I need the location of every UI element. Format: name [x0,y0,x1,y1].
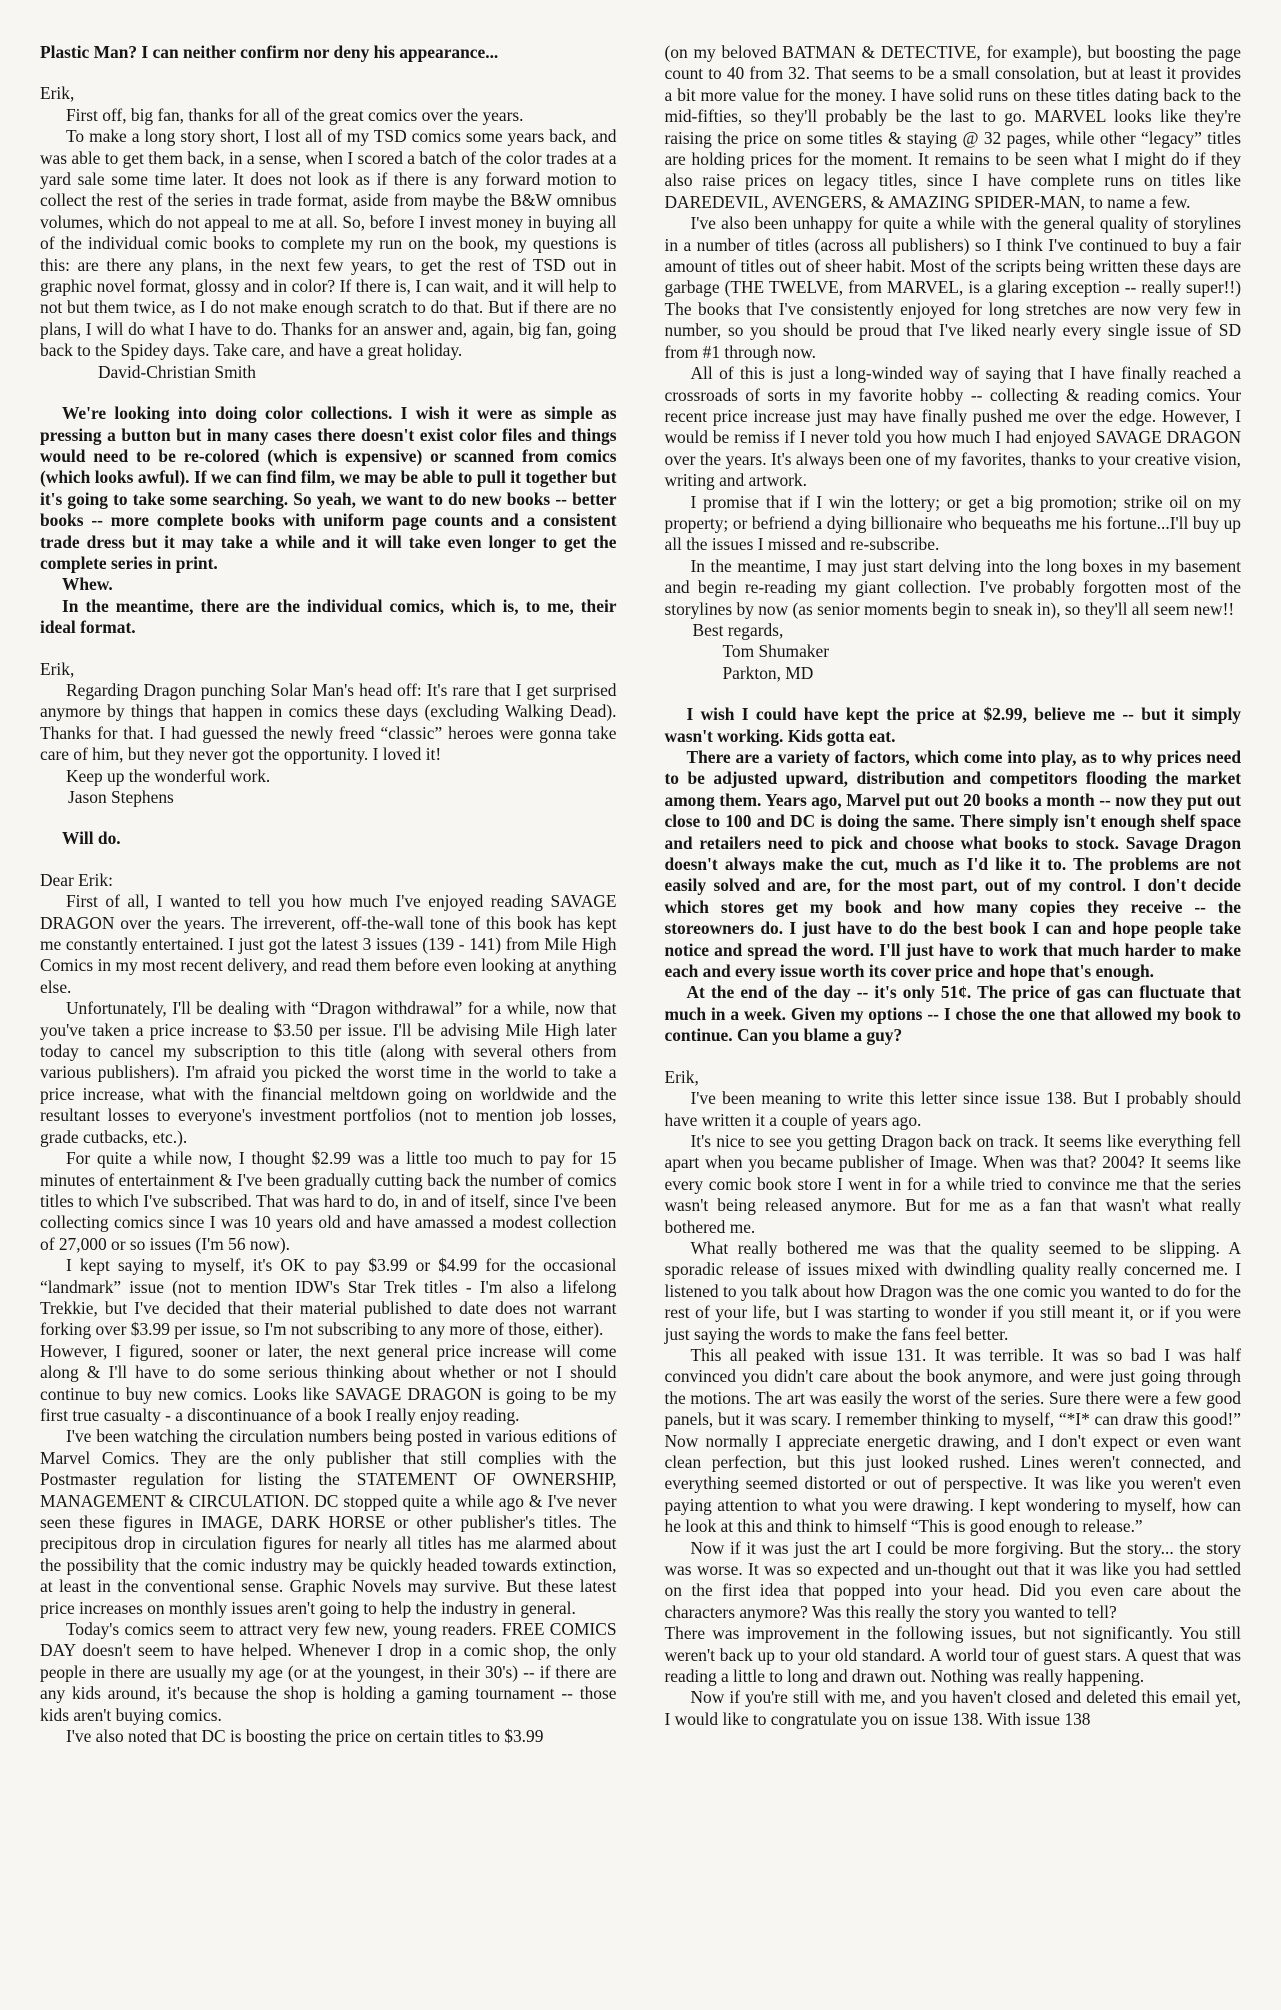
letter-paragraph: First of all, I wanted to tell you how much I've enjoyed reading SAVAGE DRAGON over the years. The irreverent, off-the-wall tone of this book has kept me constantly entertained. I just got the latest 3 issues (139 - 141) from Mile High Comics in my most recent delivery, and read them before even looking at anything else. [40,891,617,997]
letter-paragraph: Parkton, MD [722,662,814,683]
editor-response-paragraph: At the end of the day -- it's only 51¢. The price of gas can fluctuate that much in a week. Given my options -- I chose the one that allowed my book to continue. Can you blame a guy? [664,982,1241,1046]
editor-response-paragraph: I wish I could have kept the price at $2.99, believe me -- but it simply wasn't working. Kids gotta eat. [664,704,1241,746]
letter-paragraph: I promise that if I win the lottery; or get a big promotion; strike oil on my property; or befriend a dying billionaire who bequeaths me his fortune...I'll buy up all the issues I missed and re-subscribe. [664,491,1241,555]
editor-response-paragraph: Plastic Man? I can neither confirm nor deny his appearance... [40,42,499,62]
letter-paragraph: I kept saying to myself, it's OK to pay $3.99 or $4.99 for the occasional “landmark” issue (not to mention IDW's Star Trek titles - I'm also a lifelong Trekkie, but I've decided that their material published to date does not warrant forking over $3.99 per issue, so I'm not subscribing to any more of those, either). [40,1255,617,1340]
editor-response-paragraph: There are a variety of factors, which come into play, as to why prices need to be adjusted upward, distribution and competitors flooding the market among them. Years ago, Marvel put out 20 books a month -- now they put out close to 100 and DC is doing the same. There simply isn't enough shelf space and retailers need to pick and choose what books to stock. Savage Dragon doesn't always make the cut, much as I'd like it to. The problems are not easily solved and are, for the most part, out of my control. I don't decide which stores get my book and how many copies they receive -- the storeowners do. I just have to do the best book I can and hope people take notice and spread the word. I'll just have to work that much harder to make each and every issue worth its cover price and hope that's enough. [664,747,1241,982]
editor-response-paragraph: Whew. [62,574,113,595]
letter-paragraph: It's nice to see you getting Dragon back on track. It seems like everything fell apart when you became publisher of Image. When was that? 2004? It seems like every comic book store I went in for a while tried to convince me that the series wasn't being released anymore. But for me as a fan that wasn't what really bothered me. [664,1130,1241,1237]
letter-paragraph: This all peaked with issue 131. It was terrible. It was so bad I was half convinced you didn't care about the book anymore, and were just going through the motions. The art was easily the worst of the series. Sure there were a few good panels, but it was scary. I remember thinking to myself, “*I* can draw this good!” Now normally I appreciate energetic drawing, and I don't expect or even want clean perfection, but this just looked rushed. Lines weren't connected, and everything seemed distorted or out of perspective. It was like you weren't even paying attention to what you were drawing. I kept wondering to myself, how can he look at this and think to himself “This is good enough to release.” [664,1344,1241,1537]
letter-paragraph: For quite a while now, I thought $2.99 was a little too much to pay for 15 minutes of entertainment & I've been gradually cutting back the number of comics titles to which I've subscribed. That was hard to do, in and of itself, since I've been collecting comics since I was 10 years old and have amassed a modest collection of 27,000 or so issues (I'm 56 now). [40,1148,617,1254]
letter-paragraph: What really bothered me was that the quality seemed to be slipping. A sporadic release of issues mixed with dwindling quality really concerned me. I listened to you talk about how Dragon was the one comic you wanted to do for the rest of your life, but I was starting to wonder if you still meant it, or if you were just saying the words to make the fans feel better. [664,1237,1241,1344]
letter-paragraph: Jason Stephens [68,787,174,807]
letter-paragraph: David-Christian Smith [98,361,256,382]
letter-paragraph: Dear Erik: [40,869,113,890]
letter-paragraph: All of this is just a long-winded way of saying that I have finally reached a crossroads of sorts in my favorite hobby -- collecting & reading comics. Your recent price increase just may have finally pushed me over the edge. However, I would be remiss if I never told you how much I had enjoyed SAVAGE DRAGON over the years. It's always been one of my favorites, thanks to your creative vision, writing and artwork. [664,363,1241,491]
letter-paragraph: Keep up the wonderful work. [66,765,271,786]
letter-paragraph: First off, big fan, thanks for all of the great comics over the years. [66,104,524,125]
letter-paragraph: Erik, [40,83,75,104]
editor-response-paragraph: In the meantime, there are the individual comics, which is, to me, their ideal format. [40,595,617,638]
right-column [665,42,1242,1990]
letter-paragraph: Erik, [40,658,75,679]
letter-paragraph: I've been meaning to write this letter since issue 138. But I probably should have written it a couple of years ago. [664,1088,1241,1130]
letter-paragraph: Unfortunately, I'll be dealing with “Dragon withdrawal” for a while, now that you've taken a price increase to $3.50 per issue. I'll be advising Mile High later today to cancel my subscription to this title (along with several others from various publishers). I'm afraid you picked the worst time in the world to take a price increase, what with the financial meltdown going on worldwide and the resultant losses to everyone's investment portfolios (not to mention job losses, grade cutbacks, etc.). [40,998,617,1147]
letter-paragraph: Now if it was just the art I could be more forgiving. But the story... the story was worse. It was so expected and un-thought out that it was like you had settled on the first idea that popped into your head. Did you even care about the characters anymore? Was this really the story you wanted to tell? [664,1537,1241,1622]
letter-paragraph: Best regards, [692,619,784,640]
letter-paragraph: Erik, [664,1066,699,1087]
letter-paragraph: In the meantime, I may just start delving into the long boxes in my basement and begin re-reading my giant collection. I've probably forgotten most of the storylines by now (as senior moments begin to sneak in), so they'll all seem new!! [664,555,1241,619]
letter-paragraph: Today's comics seem to attract very few new, young readers. FREE COMICS DAY doesn't seem to have helped. Whenever I drop in a comic shop, the only people in there are usually my age (or at the youngest, in their 30's) -- if there are any kids around, it's because the shop is holding a gaming tournament -- those kids aren't buying comics. [40,1619,617,1725]
letter-paragraph: To make a long story short, I lost all of my TSD comics some years back, and was able to get them back, in a sense, when I scored a batch of the color trades at a yard sale some time later. It does not look as if there is any forward motion to collect the rest of the series in trade format, aside from maybe the B&W omnibus volumes, which do not appeal to me at all. So, before I invest money in buying all of the individual comic books to complete my run on the book, my questions is this: are there any plans, in the next few years, to get the rest of TSD out in graphic novel format, glossy and in color? If there is, I can wait, and it will help to not but them twice, as I do not make enough scratch to do that. But if there are no plans, I will do what I have to do. Thanks for an answer and, again, big fan, going back to the Spidey days. Take care, and have a great holiday. [40,126,617,361]
left-column [40,42,617,1990]
letter-paragraph: I've also noted that DC is boosting the price on certain titles to $3.99 [66,1726,544,1747]
letter-paragraph: Regarding Dragon punching Solar Man's head off: It's rare that I get surprised anymore by things that happen in comics these days (excluding Walking Dead). Thanks for that. I had guessed the newly freed “classic” heroes were gonna take care of him, but they never got the opportunity. I loved it! [40,679,617,765]
letter-paragraph: I've been watching the circulation numbers being posted in various editions of Marvel Comics. They are the only publisher that still complies with the Postmaster regulation for listing the STATEMENT OF OWNERSHIP, MANAGEMENT & CIRCULATION. DC stopped quite a while ago & I've never seen these figures in IMAGE, DARK HORSE or other publisher's titles. The precipitous drop in circulation figures for nearly all titles has me alarmed about the possibility that the comic industry may be quickly headed towards extinction, at least in the conventional sense. Graphic Novels may survive. But these latest price increases on monthly issues aren't going to help the industry in general. [40,1426,617,1618]
letter-paragraph: I've also been unhappy for quite a while with the general quality of storylines in a number of titles (across all publishers) so I think I've continued to buy a fair amount of titles out of sheer habit. Most of the scripts being written these days are garbage (THE TWELVE, from MARVEL, is a glaring exception -- really super!!) The books that I've consistently enjoyed for long stretches are now very few in number, so you should be proud that I've liked nearly every single issue of SD from #1 through now. [664,213,1241,362]
letter-paragraph: There was improvement in the following issues, but not significantly. You still weren't back up to your old standard. A world tour of guest stars. A quest that was reading a little to long and drawn out. Nothing was really happening. [664,1623,1241,1687]
letter-paragraph: Now if you're still with me, and you haven't closed and deleted this email yet, I would like to congratulate you on issue 138. With issue 138 [664,1687,1241,1729]
editor-response-paragraph: Will do. [62,828,121,849]
letter-paragraph: (on my beloved BATMAN & DETECTIVE, for example), but boosting the page count to 40 from 32. That seems to be a small consolation, but at least it provides a bit more value for the money. I have solid runs on these titles dating back to the mid-fifties, so they'll probably be the last to go. MARVEL looks like they're raising the price on some titles & staying @ 32 pages, while other “legacy” titles are holding prices for the moment. It remains to be seen what I might do if they also raise prices on legacy titles, since I have complete runs on titles like DAREDEVIL, AVENGERS, & AMAZING SPIDER-MAN, to name a few. [664,42,1241,212]
letter-paragraph: However, I figured, sooner or later, the next general price increase will come along & I'll have to do some serious thinking about whether or not I should continue to buy new comics. Looks like SAVAGE DRAGON is going to be my first true casualty - a discontinuance of a book I really enjoy reading. [40,1340,617,1425]
letter-paragraph: Tom Shumaker [722,641,829,662]
editor-response-paragraph: We're looking into doing color collections. I wish it were as simple as pressing a button but in many cases there doesn't exist color files and things would need to be re-colored (which is expensive) or scanned from comics (which looks awful). If we can find film, we may be able to pull it together but it's going to take some searching. So yeah, we want to do new books -- better books -- more complete books with uniform page counts and a consistent trade dress but it may take a while and it will take even longer to get the complete series in print. [40,403,617,573]
